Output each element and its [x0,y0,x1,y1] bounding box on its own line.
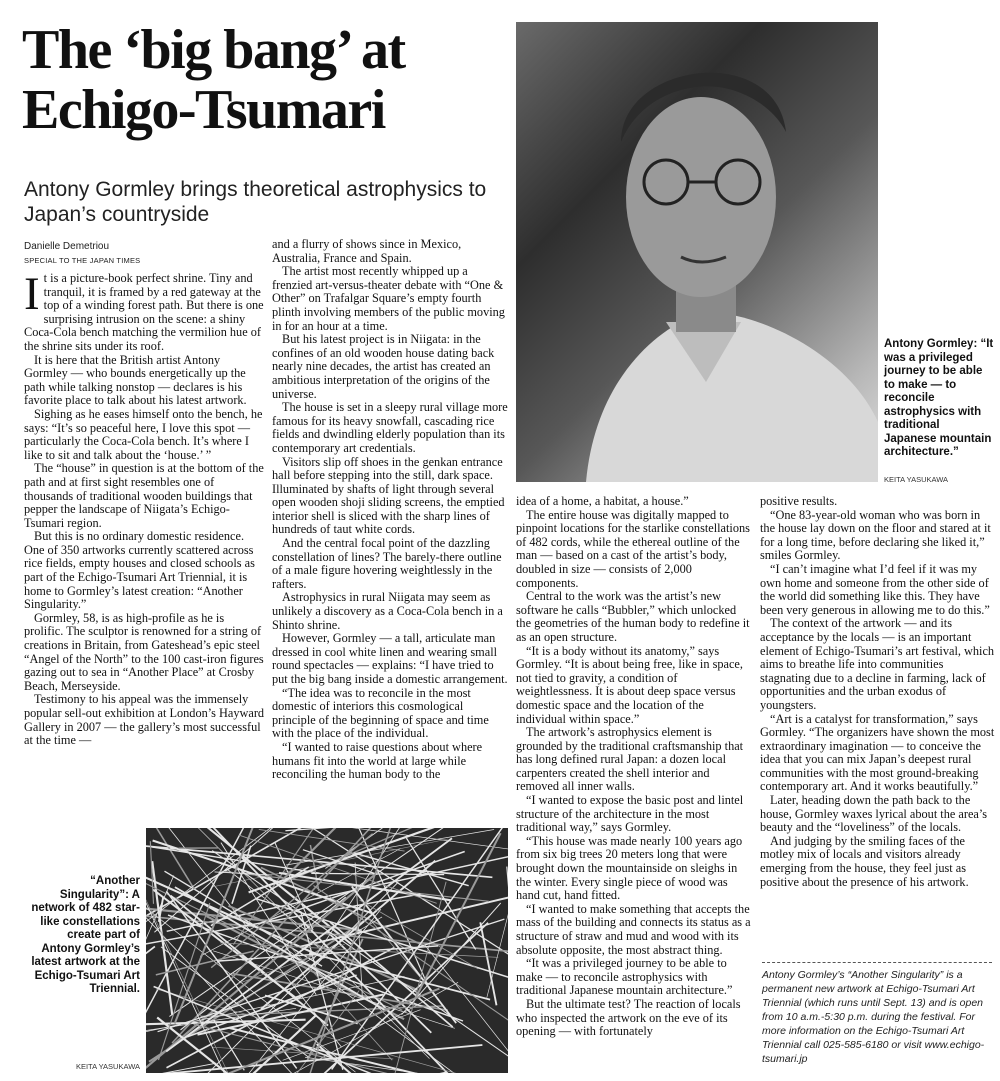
cord-line [480,922,496,1005]
paragraph: “It is a body without its anatomy,” says Gormley. “It is about being free, like in space, not tied to gravity, a condition of weightlessness. It is about deep space versus domestic space and the location of the individual within space.” [516,643,743,726]
paragraph: Sighing as he eases himself onto the bench, he says: “It’s so peaceful here, I love this spot — particularly the Coca-Cola bench. It’s where I like to sit and talk about the ‘house.’ ” [24,406,263,462]
standfirst: Antony Gormley brings theoretical astrophysics to Japan’s countryside [24,178,487,226]
article-column-4 [760,495,995,965]
paragraph: The “house” in question is at the bottom of the path and at first sight resembles one of thousands of traditional wooden buildings that pepper the landscape of Niigata’s Echigo-Tsumari region. [24,461,264,530]
headline: The ‘big bang’ at Echigo-Tsumari [22,19,405,141]
byline: Danielle Demetriou [24,241,110,252]
paragraph: Astrophysics in rural Niigata may seem as unlikely a discovery as a Coca-Cola bench in a Shinto shrine. [272,590,503,632]
paragraph: Central to the work was the artist’s new software he calls “Bubbler,” which unlocked the geometries of the human body to redefine it as an open structure. [516,589,750,644]
artwork-photo-credit: KEITA YASUKAWA [75,1062,140,1071]
cord-line [168,828,508,851]
paragraph: However, Gormley — a tall, articulate man dressed in cool white linen and wearing small round spectacles — explains: “I have tried to put the big bang inside a domestic arrangement. [272,631,508,686]
cord-line [286,830,494,866]
paragraph: “This house was made nearly 100 years ago from six big trees 20 meters long that were brought down the mountainside on sleighs in the winter. Every single piece of wood was hand cut, hand fitted. [516,833,743,903]
cord-line [151,828,195,889]
paragraph: Gormley, 58, is as high-profile as he is prolific. The sculptor is renowned for a string of creations in Britain, from Gateshead’s epic steel “Angel of the North” to the 100 cast-iron figures gazing out to sea in “Another Place” at Crosby Beach, Merseyside. [24,610,264,693]
paragraph: It is here that the British artist Antony Gormley — who bounds energetically up the path while talking nonstop — declares is his favorite place to talk about his latest artwork. [24,352,247,408]
drop-cap: I [24,272,40,320]
paragraph: “I wanted to expose the basic post and lintel structure of the architecture in the most traditional way,” says Gormley. [516,793,744,835]
paragraph: The entire house was digitally mapped to pinpoint locations for the starlike constellations of 482 cords, while the ethereal outline of the man — based on a cast of the artist’s body, doubled in size — consists of 2,000 components. [516,507,750,590]
paragraph: positive results. [760,495,838,508]
paragraph: The artist most recently whipped up a frenzied art-versus-theater debate with “One & Other” on Trafalgar Square’s empty fourth plinth involving members of the public moving in for an hour at a time. [272,264,505,333]
paragraph-text: t is a picture-book perfect shrine. Tiny and tranquil, it is framed by a red gateway at the top of a winding forest path. But there is one surprising intrusion on the scene: a shiny Coca-Cola bench matching the vermilion hue of the shrine sits under its roof. [24,272,264,353]
paragraph: But the ultimate test? The reaction of locals who inspected the artwork on the eve of its opening — with fortunately [516,996,741,1039]
paragraph: Visitors slip off shoes in the genkan entrance hall before stepping into the still, dark space. Illuminated by shafts of light through several open wooden shoji sliding screens, the emptied interior shell is sliced with the sharp lines of hundreds of taut white cords. [272,454,505,537]
paragraph: But this is no ordinary domestic residence. One of 350 artworks currently scattered across rice fields, empty houses and closed schools as part of the Echigo-Tsumari Art Triennial, it is home to Gormley’s latest creation: “Another Singularity.” [24,529,255,612]
paragraph: idea of a home, a habitat, a house.” [516,495,689,508]
portrait-photo [516,22,878,482]
cord-line [146,946,155,967]
info-note: Antony Gormley’s “Another Singularity” is a permanent new artwork at Echigo-Tsumari Art Triennial (which runs until Sept. 13) and is open from 10 a.m.-5:30 p.m. during the festival. For more information on the Echigo-Tsumari Art Triennial call 025-585-6180 or visit www.echigo-tsumari.jp [762,969,985,1065]
cord-line [154,987,387,1074]
artwork-caption: “Another Singularity”: A network of 482 star-like constellations create part of Antony Gormley’s latest artwork at the Echigo-Tsumari Art Triennial. [31,875,140,995]
paragraph: The artwork’s astrophysics element is grounded by the traditional craftsmanship that has long defined rural Japan: a dozen local carpenters created the shell interior and removed all inner walls. [516,725,744,794]
cord-line [345,1072,447,1073]
paragraph: And judging by the smiling faces of the motley mix of locals and visitors already emerging from the house, they feel just as positive about the presence of his artwork. [760,833,969,889]
paragraph: and a flurry of shows since in Mexico, Australia, France and Spain. [272,238,462,265]
cord-line [487,889,508,998]
portrait-photo-illustration [516,22,878,482]
byline-affiliation: SPECIAL TO THE JAPAN TIMES [24,256,141,265]
paragraph: “It was a privileged journey to be able to make — to reconcile astrophysics with traditional Japanese mountain architecture.” [516,956,733,998]
paragraph: The house is set in a sleepy rural village more famous for its heavy snowfall, cascading rice fields and dwindling elderly population than its contemporary art credentials. [272,400,508,455]
paragraph: The context of the artwork — and its acceptance by the locals — is an important element of Echigo-Tsumari’s art festival, which aims to breathe life into communities stagnating due to a decline in farming, lack of opportunities and the urban exodus of youngsters. [760,616,995,712]
cord-line [279,873,451,900]
artwork-photo-illustration [146,828,508,1073]
paragraph: Testimony to his appeal was the immensely popular sell-out exhibition at London’s Hayward Gallery in 2007 — the gallery’s most successful at the time — [24,692,265,748]
article-column-1 [24,272,266,827]
divider [762,962,992,963]
article-column-2 [272,238,510,822]
portrait-photo-credit: KEITA YASUKAWA [884,475,949,484]
paragraph: “I can’t imagine what I’d feel if it was my own home and someone from the other side of the world did something like this. They have been very generous in allowing me to do this.” [760,561,990,617]
paragraph: Later, heading down the path back to the house, Gormley waxes lyrical about the area’s beauty and the “loveliness” of the locals. [760,793,988,835]
paragraph: “I wanted to make something that accepts the mass of the building and connects its status as a structure of straw and mud and wood with its absolute opposite, the most abstract thing. [516,901,751,957]
paragraph: “One 83-year-old woman who was born in the house lay down on the floor and stared at it for a long time, before declaring she liked it,” smiles Gormley. [760,507,991,563]
paragraph [24,272,266,354]
article-column-3 [516,495,754,1075]
paragraph: “I wanted to raise questions about where humans fit into the world at large while reconciling the human body to the [272,739,483,782]
paragraph: But his latest project is in Niigata: in the confines of an old wooden house dating back nearly nine decades, the artist has created an ambitious interpretation of the origins of the universe. [272,332,495,401]
cord-line [507,867,508,1038]
paragraph: “Art is a catalyst for transformation,” says Gormley. “The organizers have shown the most extraordinary imagination — to conceive the idea that you can mix Japan’s deepest rural communities with the most ground-breaking contemporary art. And it works beautifully.” [760,711,995,794]
paragraph: “The idea was to reconcile in the most domestic of interiors this cosmological principle of the beginning of space and time with the place of the individual. [272,685,489,741]
portrait-caption: Antony Gormley: “It was a privileged journey to be able to make — to reconcile astrophysics with traditional Japanese mountain architecture.” [884,338,994,458]
cord-line [300,896,508,947]
paragraph: And the central focal point of the dazzling constellation of lines? The barely-there outline of a male figure hovering weightlessly in the rafters. [272,536,502,591]
artwork-photo [146,828,508,1073]
